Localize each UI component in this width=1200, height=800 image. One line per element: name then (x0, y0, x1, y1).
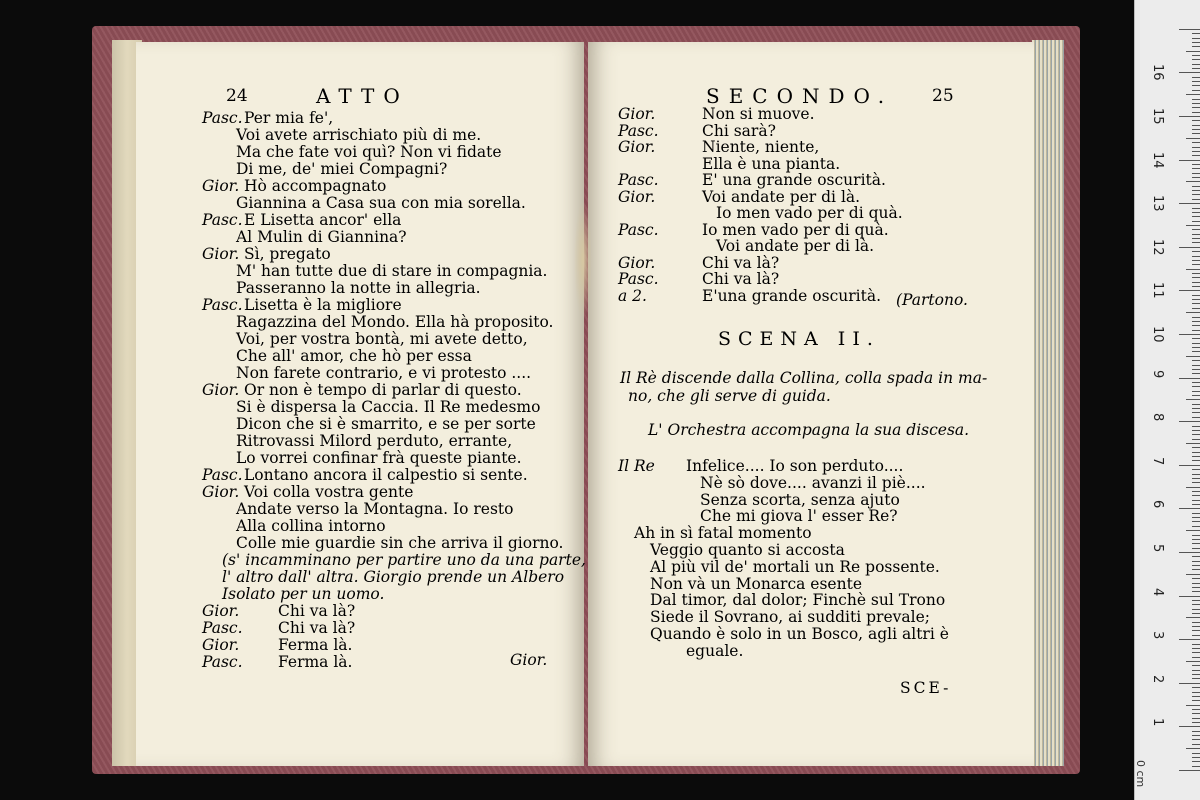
speaker-label: Gior. (202, 602, 240, 620)
speaker-label: Pasc. (618, 270, 659, 288)
ruler-tick (1192, 430, 1200, 431)
ruler-tick (1179, 552, 1200, 553)
verse-line: Hò accompagnato (244, 177, 387, 195)
ruler-tick (1192, 103, 1200, 104)
speaker-label: Pasc. (202, 653, 243, 671)
catchword: SCE- (900, 679, 952, 697)
ruler-tick (1192, 317, 1200, 318)
verse-line: M' han tutte due di stare in compagnia. (236, 262, 548, 280)
ruler-tick (1192, 238, 1200, 239)
verse-line: E'una grande oscurità. (702, 286, 881, 305)
verse-line: Di me, de' miei Compagni? (236, 160, 448, 178)
ruler-tick (1192, 59, 1200, 60)
ruler-tick (1192, 64, 1200, 65)
ruler-tick (1186, 574, 1200, 575)
verse-line: Io men vado per di quà. (716, 204, 903, 222)
ruler-tick (1192, 678, 1200, 679)
ruler-number: 4 (1150, 587, 1165, 596)
verse-line: Ritrovassi Milord perduto, errante, (236, 432, 513, 450)
ruler-tick (1179, 334, 1200, 335)
ruler-tick (1192, 517, 1200, 518)
verse-line: Giannina a Casa sua con mia sorella. (236, 194, 526, 212)
ruler-tick (1192, 147, 1200, 148)
page-number: 24 (226, 86, 248, 106)
ruler-tick (1192, 474, 1200, 475)
ruler-tick (1192, 68, 1200, 69)
speaker-label: Pasc. (618, 171, 659, 189)
ruler-tick (1192, 696, 1200, 697)
ruler-tick (1179, 421, 1200, 422)
ruler-tick (1192, 417, 1200, 418)
ruler-tick (1192, 434, 1200, 435)
ruler-number: 13 (1150, 195, 1165, 212)
ruler-number: 7 (1150, 456, 1165, 466)
verse-line: Al più vil de' mortali un Re possente. (650, 557, 940, 576)
ruler-tick (1186, 225, 1200, 226)
ruler-tick (1179, 203, 1200, 204)
ruler-number: 9 (1150, 369, 1165, 378)
ruler-number: 6 (1150, 500, 1165, 509)
ruler-tick (1186, 705, 1200, 706)
ruler-tick (1192, 665, 1200, 666)
ruler-number: 3 (1150, 631, 1165, 640)
ruler-tick (1179, 770, 1200, 771)
ruler-tick (1179, 290, 1200, 291)
ruler-tick (1192, 657, 1200, 658)
verse-line: Lontano ancora il calpestio si sente. (244, 466, 528, 484)
ruler-tick (1179, 508, 1200, 509)
ruler-tick (1192, 722, 1200, 723)
ruler-tick (1192, 107, 1200, 108)
ruler-tick (1192, 635, 1200, 636)
ruler-tick (1192, 395, 1200, 396)
measuring-ruler (1134, 0, 1200, 800)
ruler-tick (1186, 399, 1200, 400)
ruler-number: 10 (1150, 326, 1165, 343)
ruler-tick (1192, 583, 1200, 584)
verse-line: Non si muove. (702, 105, 815, 123)
speaker-label: Pasc. (618, 121, 659, 140)
ruler-tick (1192, 199, 1200, 200)
ruler-tick (1186, 94, 1200, 95)
verse-line: Per mia fe', (244, 109, 334, 127)
verse-line: Nè sò dove.... avanzi il piè.... (700, 473, 926, 492)
speaker-label: Pasc. (202, 211, 243, 229)
ruler-tick (1192, 600, 1200, 601)
verse-line: Chi sarà? (702, 121, 776, 140)
verse-line: Sì, pregato (244, 245, 331, 263)
ruler-tick (1192, 168, 1200, 169)
ruler-tick (1192, 81, 1200, 82)
verse-line: Chi va là? (702, 253, 780, 272)
ruler-tick (1192, 295, 1200, 296)
ruler-tick (1192, 251, 1200, 252)
ruler-tick (1192, 460, 1200, 461)
ruler-tick (1192, 692, 1200, 693)
ruler-tick (1192, 478, 1200, 479)
speaker-label: Gior. (202, 245, 240, 263)
ruler-number: 8 (1150, 413, 1165, 422)
speaker-label: Pasc. (618, 220, 659, 239)
stage-direction: no, che gli serve di guida. (628, 387, 831, 405)
ruler-tick (1192, 556, 1200, 557)
ruler-tick (1192, 587, 1200, 588)
verse-line: Dal timor, dal dolor; Finchè sul Trono (650, 591, 946, 610)
ruler-tick (1192, 177, 1200, 178)
ruler-tick (1179, 160, 1200, 161)
ruler-tick (1192, 644, 1200, 645)
verse-line: Io men vado per di quà. (702, 220, 889, 239)
ruler-tick (1192, 535, 1200, 536)
ruler-tick (1179, 72, 1200, 73)
verse-line: Passeranno la notte in allegria. (236, 279, 481, 297)
ruler-tick (1192, 85, 1200, 86)
verse-line: Andate verso la Montagna. Io resto (236, 500, 514, 518)
ruler-tick (1192, 155, 1200, 156)
ruler-tick (1186, 617, 1200, 618)
ruler-tick (1179, 247, 1200, 248)
ruler-tick (1192, 142, 1200, 143)
stage-direction: Isolato per un uomo. (222, 585, 385, 603)
ruler-tick (1192, 173, 1200, 174)
ruler-tick (1192, 731, 1200, 732)
ruler-tick (1192, 735, 1200, 736)
ruler-tick (1192, 256, 1200, 257)
speaker-label: Pasc. (202, 109, 243, 127)
ruler-tick (1192, 609, 1200, 610)
ruler-tick (1192, 495, 1200, 496)
running-header: SECONDO. (706, 84, 894, 108)
ruler-number: 14 (1150, 151, 1165, 169)
ruler-tick (1192, 125, 1200, 126)
ruler-tick (1192, 469, 1200, 470)
stage-direction: L' Orchestra accompagna la sua discesa. (648, 421, 970, 439)
ruler-tick (1179, 116, 1200, 117)
ruler-tick (1192, 299, 1200, 300)
scene-title: SCENA II. (718, 328, 880, 350)
ruler-tick (1192, 391, 1200, 392)
ruler-tick (1192, 42, 1200, 43)
ruler-tick (1192, 112, 1200, 113)
ruler-tick (1192, 208, 1200, 209)
ruler-tick (1192, 38, 1200, 39)
ruler-tick (1192, 277, 1200, 278)
ruler-tick (1192, 426, 1200, 427)
ruler-tick (1186, 530, 1200, 531)
ruler-tick (1192, 338, 1200, 339)
ruler-tick (1192, 412, 1200, 413)
verse-line: Dicon che si è smarrito, e se per sorte (236, 415, 536, 433)
ruler-tick (1179, 596, 1200, 597)
ruler-tick (1186, 181, 1200, 182)
speaker-label: Gior. (202, 177, 240, 195)
ruler-tick (1192, 164, 1200, 165)
ruler-tick (1192, 513, 1200, 514)
verse-line: E' una grande oscurità. (702, 171, 886, 189)
ruler-tick (1186, 661, 1200, 662)
verse-line: Or non è tempo di parlar di questo. (244, 381, 522, 399)
speaker-label: Pasc. (202, 296, 243, 314)
catchword: Gior. (510, 651, 548, 669)
ruler-tick (1192, 303, 1200, 304)
speaker-label: Gior. (618, 105, 656, 123)
ruler-tick (1179, 726, 1200, 727)
ruler-tick (1192, 129, 1200, 130)
speaker-label: Gior. (618, 138, 656, 156)
verse-line: Chi va là? (278, 619, 356, 637)
verse-line: Non và un Monarca esente (650, 574, 862, 593)
verse-line: Chi va là? (702, 270, 780, 288)
verse-line: eguale. (686, 641, 744, 660)
ruler-tick (1192, 539, 1200, 540)
ruler-tick (1192, 221, 1200, 222)
ruler-tick (1192, 216, 1200, 217)
ruler-tick (1192, 766, 1200, 767)
ruler-tick (1192, 648, 1200, 649)
verse-line: Alla collina intorno (236, 517, 386, 535)
verse-line: Lisetta è la migliore (244, 296, 402, 314)
verse-line: Voi colla vostra gente (244, 483, 414, 501)
ruler-tick (1192, 229, 1200, 230)
ruler-tick (1192, 548, 1200, 549)
verse-line: Voi andate per di là. (702, 187, 861, 206)
verse-line: Ma che fate voi quì? Non vi fidate (236, 143, 502, 161)
ruler-tick (1192, 404, 1200, 405)
ruler-tick (1192, 282, 1200, 283)
running-header: ATTO (316, 84, 409, 108)
ruler-tick (1192, 447, 1200, 448)
ruler-tick (1192, 452, 1200, 453)
ruler-tick (1192, 718, 1200, 719)
book-gutter (574, 200, 592, 320)
ruler-tick (1192, 626, 1200, 627)
ruler-tick (1192, 408, 1200, 409)
ruler-tick (1186, 269, 1200, 270)
ruler-tick (1192, 739, 1200, 740)
ruler-tick (1192, 325, 1200, 326)
ruler-tick (1192, 151, 1200, 152)
verse-line: Ragazzina del Mondo. Ella hà proposito. (236, 313, 554, 331)
ruler-tick (1192, 212, 1200, 213)
ruler-tick (1186, 312, 1200, 313)
ruler-tick (1192, 569, 1200, 570)
speaker-label: Gior. (202, 381, 240, 399)
verse-line: Quando è solo in un Bosco, agli altri è (650, 625, 949, 643)
ruler-tick (1192, 526, 1200, 527)
ruler-tick (1192, 753, 1200, 754)
ruler-tick (1192, 308, 1200, 309)
page-number: 25 (932, 86, 954, 106)
ruler-tick (1186, 487, 1200, 488)
verse-line: Chi va là? (278, 602, 356, 620)
ruler-number: 1 (1150, 718, 1165, 727)
verse-line: Ferma là. (278, 636, 353, 654)
ruler-tick (1192, 622, 1200, 623)
ruler-tick (1192, 77, 1200, 78)
stage-direction: Il Rè discende dalla Collina, colla spada in ma- (620, 369, 988, 387)
ruler-tick (1192, 360, 1200, 361)
ruler-tick (1192, 604, 1200, 605)
ruler-tick (1192, 491, 1200, 492)
speaker-label: Il Re (618, 457, 655, 475)
ruler-tick (1192, 578, 1200, 579)
ruler-tick (1192, 630, 1200, 631)
stage-direction: (s' incamminano per partire uno da una parte, (222, 551, 586, 569)
exit-stage-direction: (Partono. (896, 291, 968, 309)
verse-line: Niente, niente, (702, 138, 820, 156)
ruler-tick (1192, 330, 1200, 331)
ruler-tick (1192, 561, 1200, 562)
ruler-tick (1179, 639, 1200, 640)
ruler-tick (1192, 744, 1200, 745)
verse-line: Infelice.... Io son perduto.... (686, 457, 904, 475)
verse-line: Voi avete arrischiato più di me. (236, 126, 482, 144)
ruler-tick (1192, 260, 1200, 261)
ruler-tick (1192, 565, 1200, 566)
speaker-label: Pasc. (202, 619, 243, 637)
stage-direction: l' altro dall' altra. Giorgio prende un Albero (222, 568, 565, 586)
verse-line: Voi, per vostra bontà, mi avete detto, (236, 330, 528, 348)
ruler-number: 16 (1150, 64, 1165, 81)
ruler-tick (1192, 133, 1200, 134)
ruler-tick (1192, 234, 1200, 235)
ruler-tick (1192, 757, 1200, 758)
ruler-tick (1192, 365, 1200, 366)
verse-line: E Lisetta ancor' ella (244, 211, 402, 229)
verse-line: Che mi giova l' esser Re? (700, 507, 898, 526)
ruler-tick (1192, 273, 1200, 274)
speaker-label: Gior. (618, 253, 656, 272)
speaker-label: Gior. (202, 483, 240, 501)
ruler-tick (1192, 386, 1200, 387)
ruler-tick (1192, 343, 1200, 344)
ruler-tick (1186, 138, 1200, 139)
ruler-tick (1192, 674, 1200, 675)
verse-line: Ella è una pianta. (702, 154, 841, 173)
verse-line: Senza scorta, senza ajuto (700, 490, 900, 509)
ruler-tick (1179, 378, 1200, 379)
speaker-label: Gior. (618, 187, 656, 206)
ruler-number: 12 (1150, 238, 1165, 256)
ruler-tick (1192, 120, 1200, 121)
ruler-tick (1192, 242, 1200, 243)
ruler-tick (1192, 713, 1200, 714)
ruler-tick (1192, 543, 1200, 544)
verse-line: Siede il Sovrano, ai sudditi prevale; (650, 608, 930, 627)
ruler-tick (1192, 286, 1200, 287)
speaker-label: Pasc. (202, 466, 243, 484)
verse-line: Lo vorrei confinar frà queste piante. (236, 449, 522, 467)
ruler-tick (1192, 761, 1200, 762)
ruler-tick (1192, 700, 1200, 701)
speaker-label: a 2. (618, 286, 647, 305)
ruler-tick (1192, 652, 1200, 653)
ruler-number: 2 (1150, 674, 1165, 684)
ruler-tick (1192, 321, 1200, 322)
ruler-tick (1192, 482, 1200, 483)
ruler-tick (1192, 613, 1200, 614)
verse-line: Non farete contrario, e vi protesto .... (236, 364, 532, 382)
ruler-tick (1192, 504, 1200, 505)
verse-line: Ferma là. (278, 653, 353, 671)
ruler-number: 11 (1150, 282, 1165, 299)
verse-line: Si è dispersa la Caccia. Il Re medesmo (236, 398, 541, 416)
page-edges-right (1032, 40, 1064, 766)
ruler-number: 5 (1150, 544, 1165, 553)
ruler-tick (1192, 190, 1200, 191)
ruler-tick (1192, 99, 1200, 100)
verse-line: Voi andate per di là. (716, 237, 875, 255)
ruler-tick (1192, 347, 1200, 348)
ruler-tick (1192, 351, 1200, 352)
ruler-tick (1179, 29, 1200, 30)
ruler-tick (1192, 373, 1200, 374)
ruler-tick (1192, 670, 1200, 671)
ruler-tick (1192, 439, 1200, 440)
ruler-tick (1192, 521, 1200, 522)
ruler-tick (1186, 356, 1200, 357)
ruler-tick (1192, 456, 1200, 457)
ruler-tick (1192, 194, 1200, 195)
ruler-unit: 0 cm (1134, 760, 1147, 788)
ruler-tick (1179, 683, 1200, 684)
ruler-tick (1186, 51, 1200, 52)
ruler-tick (1192, 186, 1200, 187)
ruler-tick (1192, 500, 1200, 501)
ruler-tick (1192, 90, 1200, 91)
verse-line: Veggio quanto si accosta (650, 541, 845, 559)
ruler-tick (1192, 687, 1200, 688)
verse-line: Ah in sì fatal momento (634, 524, 812, 543)
ruler-tick (1186, 748, 1200, 749)
ruler-tick (1192, 591, 1200, 592)
ruler-tick (1179, 465, 1200, 466)
ruler-tick (1192, 33, 1200, 34)
ruler-tick (1192, 264, 1200, 265)
ruler-tick (1192, 46, 1200, 47)
ruler-tick (1192, 55, 1200, 56)
ruler-tick (1192, 382, 1200, 383)
verse-line: Colle mie guardie sin che arriva il giorno. (236, 534, 564, 552)
ruler-tick (1192, 709, 1200, 710)
verse-line: Al Mulin di Giannina? (236, 228, 407, 246)
ruler-tick (1192, 369, 1200, 370)
verse-line: Che all' amor, che hò per essa (236, 347, 472, 365)
ruler-number: 15 (1150, 108, 1165, 125)
ruler-tick (1186, 443, 1200, 444)
speaker-label: Gior. (202, 636, 240, 654)
